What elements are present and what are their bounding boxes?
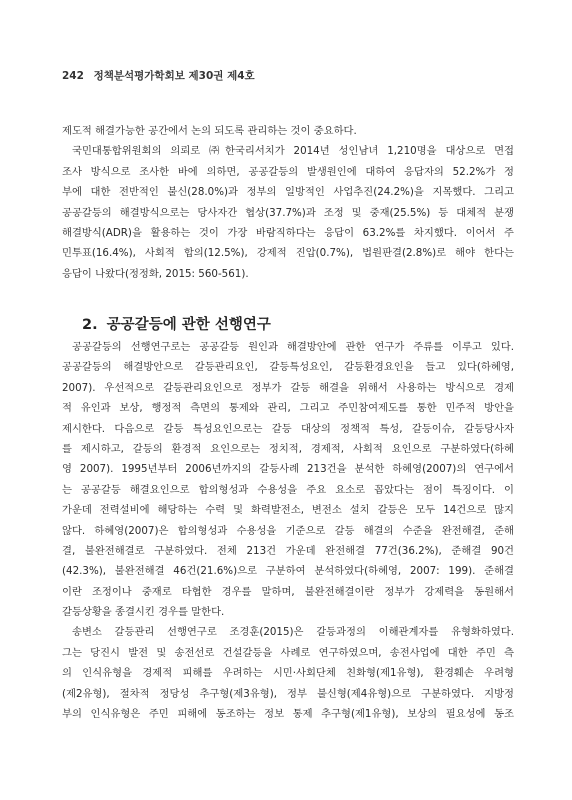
text-line: 송변소 갈등관리 선행연구로 조경훈(2015)은 갈등과정의 이해관계자를 유형화하였다. — [72, 626, 514, 639]
text-line: 않다. 하혜영(2007)은 합의형성과 수용성을 기준으로 갈등 해결의 수준을 완전해결, 준해 — [62, 524, 514, 537]
section-title: 공공갈등에 관한 선행연구 — [106, 317, 271, 333]
text-line: 민투표(16.4%), 사회적 합의(12.5%), 강제적 진압(0.7%), 법원판결(2.8%)로 해야 한다는 — [62, 247, 514, 260]
text-line: 이란 조정이나 중재로 타협한 경우를 말하며, 불완전해결이란 정부가 강제력을 동원해서 — [62, 585, 514, 598]
text-line: 해결방식(ADR)을 활용하는 것이 가장 바람직하다는 응답이 63.2%를 차지했다. 이어서 주 — [62, 226, 514, 239]
text-line: 공공갈등의 선행연구로는 공공갈등 원인과 해결방안에 관한 연구가 주류를 이루고 있다. — [72, 341, 514, 353]
page-number: 242 — [62, 70, 84, 82]
text-line: 국민대통합위원회의 의뢰로 ㈜한국리서치가 2014년 성인남녀 1,210명을 대상으로 면접 — [72, 145, 514, 158]
text-line: 2007). 우선적으로 갈등관리요인으로 정부가 갈등 해결을 위해서 사용하는 방식으로 경제 — [62, 381, 514, 394]
text-line: 응답이 나왔다(정정화, 2015: 560-561). — [62, 267, 249, 280]
text-line: 영 2007). 1995년부터 2006년까지의 갈등사례 213건을 분석한 하혜영(2007)의 연구에서 — [62, 463, 514, 476]
text-line: 갈등상황을 종결시킨 경우를 말한다. — [62, 606, 225, 619]
text-line: 가운데 전력설비에 해당하는 수력 및 화력발전소, 변전소 설치 갈등은 모두 14건으로 많지 — [62, 504, 514, 517]
text-line: 조사 방식으로 조사한 바에 의하면, 공공갈등의 발생원인에 대하여 응답자의 52.2%가 정 — [62, 165, 514, 178]
text-line: 제시한다. 다음으로 갈등 특성요인으로는 갈등 대상의 정책적 특성, 갈등이슈, 갈등당사자 — [62, 422, 514, 435]
text-line: (제2유형), 절차적 정당성 추구형(제3유형), 정부 불신형(제4유형)으로 구분하였다. 지방정 — [62, 687, 514, 700]
section-heading — [82, 313, 271, 334]
paragraph-block-1 — [62, 121, 514, 284]
text-line: 부에 대한 전반적인 불신(28.0%)과 정부의 일방적인 사업추진(24.2%)을 지목했다. 그리고 — [62, 186, 514, 199]
text-line: 결, 불완전해결로 구분하였다. 전체 213건 가운데 완전해결 77건(36.2%), 준해결 90건 — [62, 544, 514, 557]
text-line: 공공갈등의 해결방식으로는 당사자간 협상(37.7%)과 조정 및 중재(25.5%) 등 대체적 분쟁 — [62, 206, 514, 219]
text-line: 그는 당진시 발전 및 송전선로 건설갈등을 사례로 연구하였으며, 송전사업에 대한 주민 측 — [62, 646, 514, 659]
text-line: 제도적 해결가능한 공간에서 논의 되도록 관리하는 것이 중요하다. — [62, 125, 357, 137]
running-header — [62, 68, 255, 83]
text-line: 의 인식유형을 경제적 피해를 우려하는 시민·사회단체 친화형(제1유형), 환경훼손 우려형 — [62, 667, 514, 680]
text-line: 공공갈등의 해결방안으로 갈등관리요인, 갈등특성요인, 갈등환경요인을 들고 있다(하혜영, — [62, 361, 514, 374]
section-number: 2. — [82, 317, 98, 333]
text-line: 부의 인식유형은 주민 피해에 동조하는 정보 통제 추구형(제1유형), 보상의 필요성에 동조 — [62, 708, 514, 721]
text-line: (42.3%), 불완전해결 46건(21.6%)으로 구분하여 분석하였다(하혜영, 2007: 199). 준해결 — [62, 565, 514, 578]
journal-title: 정책분석평가학회보 제30권 제4호 — [93, 70, 255, 82]
text-line: 적 유인과 보상, 행정적 측면의 통제와 관리, 그리고 주민참여제도를 통한 민주적 방안을 — [62, 402, 514, 415]
text-line: 는 공공갈등 해결요인으로 합의형성과 수용성을 주요 요소로 꼽았다는 점이 특징이다. 이 — [62, 483, 514, 496]
paragraph-block-2 — [62, 337, 514, 724]
text-line: 를 제시하고, 갈등의 환경적 요인으로는 정치적, 경제적, 사회적 요인으로 구분하였다(하혜 — [62, 442, 514, 455]
